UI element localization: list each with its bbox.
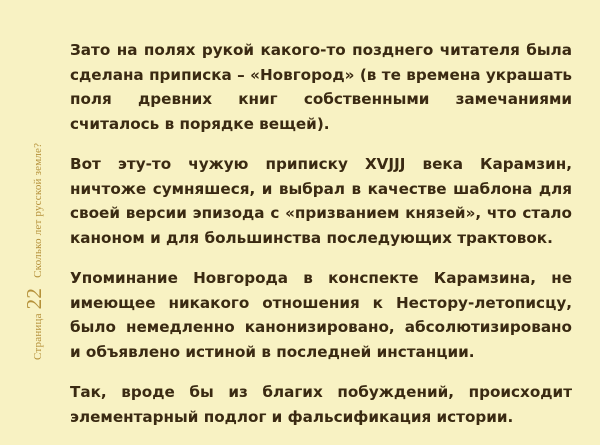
paragraph-2: Вот эту-то чужую приписку XVJJJ века Карамзин, ничтоже сумняшеся, и выбрал в качестве шаблона для своей версии эпизода с «призванием князей», что стало каноном и для большинства последующих трактовок. [70, 155, 572, 247]
side-caption [4, 0, 44, 423]
page-number: 22 [22, 287, 46, 310]
rotated-caption [24, 143, 45, 360]
paragraph-4: Так, вроде бы из благих побуждений, происходит элементарный подлог и фальсификация истории. [70, 383, 572, 426]
book-title: Сколько лет русской земле? [32, 142, 44, 278]
page-label: Страница [32, 313, 44, 360]
body-text [70, 38, 572, 445]
paragraph-1: Зато на полях рукой какого-то позднего читателя была сделана приписка – «Новгород» (в те времена украшать поля древних книг собственными замечаниями считалось в порядке вещей). [70, 41, 572, 133]
paragraph-3: Упоминание Новгорода в конспекте Карамзина, не имеющее никакого отношения к Нестору-летописцу, было немедленно канонизировано, абсолютизировано и объявлено истиной в последней инстанции. [70, 269, 572, 361]
